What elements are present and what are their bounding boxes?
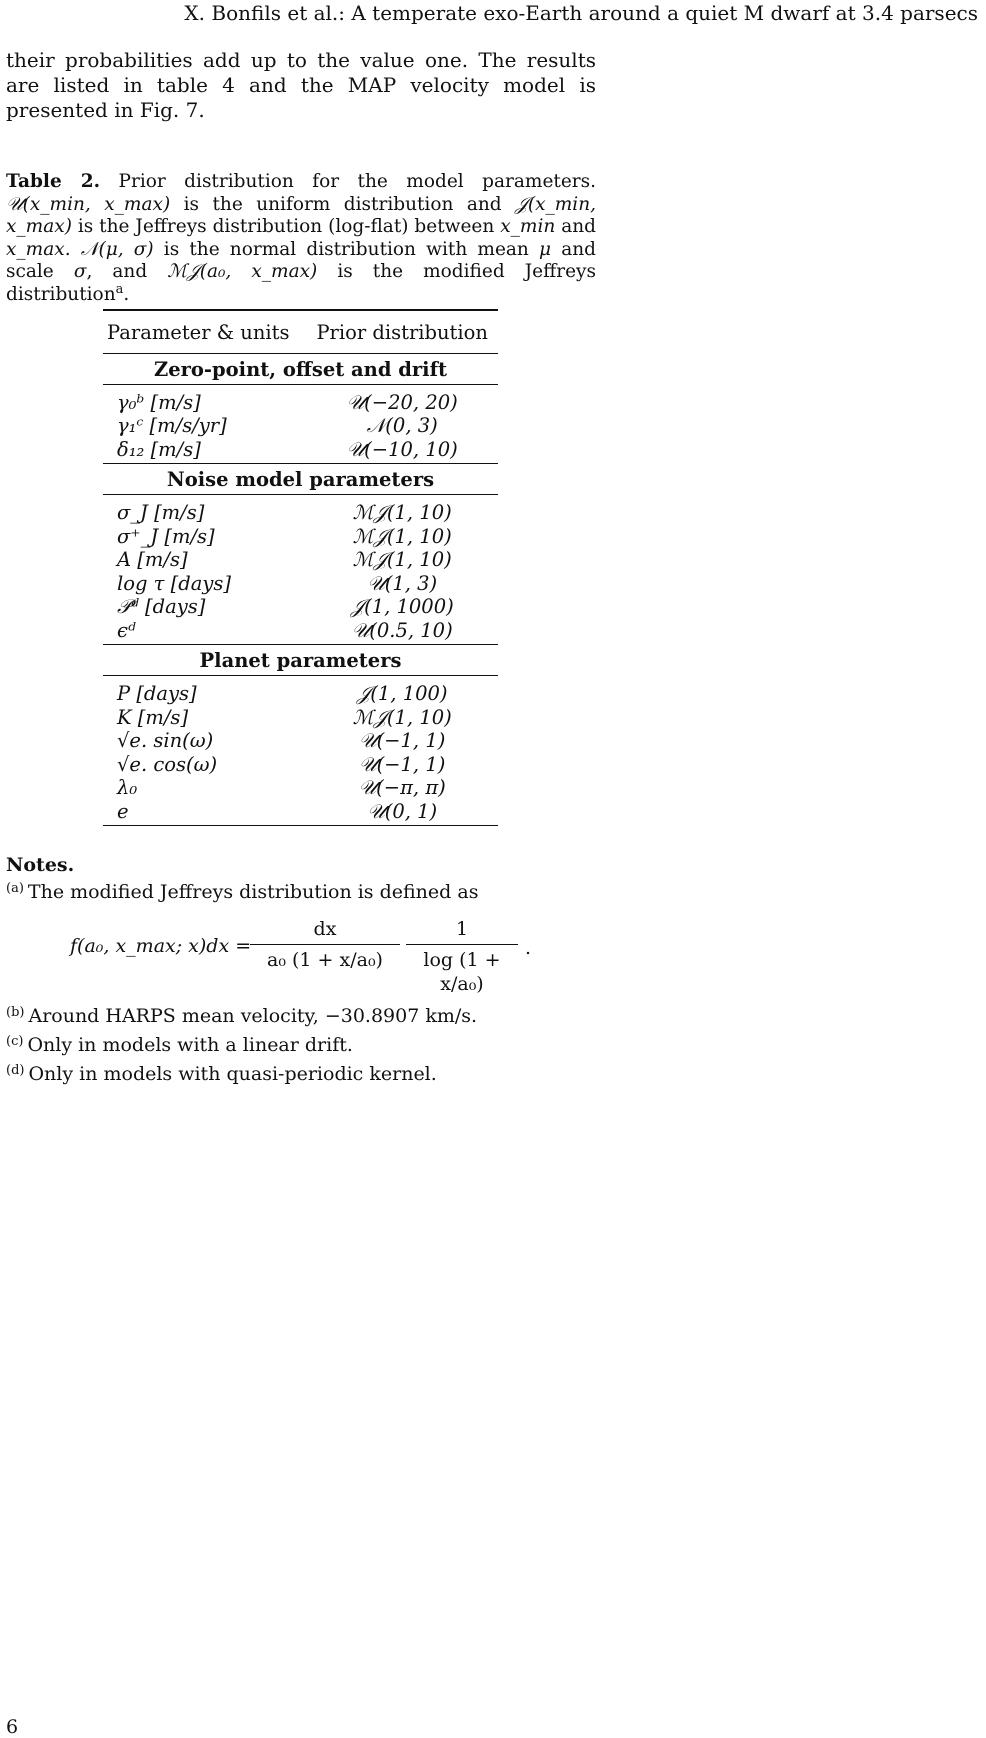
intro-paragraph: their probabilities add up to the value one. The results are listed in table 4 and the MAP velocity model is presented in Fig. 7.: [6, 48, 596, 122]
normal-symbol: 𝒩(μ, σ): [80, 238, 154, 260]
table-row: [103, 572, 498, 596]
table-header-row: [103, 311, 498, 354]
table-row: [103, 384, 498, 414]
parameter-cell: P [days]: [117, 682, 197, 705]
table-row: [103, 548, 498, 572]
table-row: [103, 706, 498, 730]
note-c: $^{(c)}$ Only in models with a linear drift.: [6, 1034, 353, 1056]
formula-fraction-1: $\frac{dx}{\text{a₀ (1 + x/a₀)}}$: [250, 917, 400, 972]
table-row: [103, 495, 498, 525]
modified-jeffreys-symbol: ℳ𝒥(a₀, x_max): [167, 261, 318, 282]
prior-cell: 𝒩(0, 3): [366, 414, 438, 437]
section-title: Zero-point, offset and drift: [103, 353, 498, 384]
table-caption: Table 2. Prior distribution for the model parameters. 𝒰(x_min, x_max) is the uniform distribution and 𝒥(x_min, x_max) is the Jeffreys distribution (log-flat) between x_min and x_max. 𝒩(μ, σ) is the normal distribution with mean μ and scale σ, and ℳ𝒥(a₀, x_max) is the modified Jeffreys distribution$^a$.: [6, 171, 597, 305]
parameter-cell: γ₁ᶜ [m/s/yr]: [117, 414, 227, 437]
parameter-cell: √e. sin(ω): [117, 729, 214, 752]
running-header: X. Bonfils et al.: A temperate exo-Earth around a quiet M dwarf at 3.4 parsecs: [184, 1, 978, 25]
parameter-cell: λ₀: [117, 776, 138, 799]
parameter-cell: log τ [days]: [117, 571, 231, 595]
parameter-cell: ϵᵈ: [103, 619, 306, 645]
table-row: [103, 438, 498, 464]
parameter-cell: A [m/s]: [117, 548, 188, 571]
table-section-header: [103, 353, 498, 384]
table-row: [103, 676, 498, 706]
table-label: Table 2.: [6, 171, 101, 192]
note-a: $^{(a)}$ The modified Jeffreys distribution is defined as: [6, 881, 479, 903]
parameter-cell: σ⁺_J [m/s]: [117, 524, 215, 548]
prior-cell: ℳ𝒥(1, 10): [352, 548, 452, 571]
table-row: [103, 729, 498, 753]
parameter-cell: 𝒫ᵈ [days]: [117, 595, 206, 618]
table-row: [103, 800, 498, 826]
prior-cell: ℳ𝒥(1, 10): [352, 501, 452, 524]
column-header-prior: Prior distribution: [306, 311, 498, 354]
parameter-cell: √e. cos(ω): [117, 752, 218, 776]
table-section-header: [103, 645, 498, 676]
column-header-parameter: Parameter & units: [103, 311, 306, 354]
prior-cell: 𝒰(−1, 1): [359, 729, 446, 752]
parameter-cell: e: [103, 800, 306, 826]
formula-lhs: f(a₀, x_max; x)dx =: [70, 935, 252, 957]
parameter-cell: δ₁₂ [m/s]: [103, 438, 306, 464]
prior-cell: 𝒰(−10, 10): [306, 438, 498, 464]
prior-cell: ℳ𝒥(1, 10): [352, 705, 452, 729]
table-notes: [6, 853, 596, 904]
table-row: [103, 595, 498, 619]
note-b: $^{(b)}$ Around HARPS mean velocity, −30.8907 km/s.: [6, 1005, 478, 1027]
parameter-cell: σ_J [m/s]: [117, 501, 205, 524]
table-row: [103, 525, 498, 549]
parameter-cell: γ₀ᵇ [m/s]: [117, 390, 201, 414]
section-title: Noise model parameters: [103, 464, 498, 495]
prior-cell: ℳ𝒥(1, 10): [352, 524, 452, 548]
prior-cell: 𝒥(1, 100): [356, 682, 448, 705]
uniform-symbol: 𝒰(x_min, x_max): [6, 193, 171, 215]
table-notes-continued: [6, 1000, 596, 1087]
prior-distribution-table: [103, 309, 498, 826]
parameter-cell: K [m/s]: [117, 705, 189, 729]
jeffreys-symbol: 𝒥(x_min, x_max): [6, 193, 597, 237]
section-title: Planet parameters: [103, 645, 498, 676]
prior-cell: 𝒰(0, 1): [306, 800, 498, 826]
prior-cell: 𝒥(1, 1000): [350, 595, 454, 618]
prior-cell: 𝒰(−20, 20): [346, 390, 458, 414]
prior-cell: 𝒰(−π, π): [358, 776, 446, 799]
prior-cell: 𝒰(0.5, 10): [306, 619, 498, 645]
table-row: [103, 619, 498, 645]
table-section-header: [103, 464, 498, 495]
prior-cell: 𝒰(1, 3): [367, 571, 438, 595]
prior-cell: 𝒰(−1, 1): [359, 752, 446, 776]
modified-jeffreys-formula: f(a₀, x_max; x)dx = $\frac{dx}{\text{a₀ (1 + x/a₀)}}$ $\frac{1}{\text{log (1 + x/a₀)}}$ .: [70, 918, 532, 995]
table-row: [103, 753, 498, 777]
notes-title: Notes.: [6, 854, 75, 876]
page-number: 6: [6, 1716, 19, 1738]
table-row: [103, 776, 498, 800]
formula-fraction-2: $\frac{1}{\text{log (1 + x/a₀)}}$: [406, 917, 518, 996]
note-d: $^{(d)}$ Only in models with quasi-periodic kernel.: [6, 1063, 437, 1085]
table-row: [103, 414, 498, 438]
